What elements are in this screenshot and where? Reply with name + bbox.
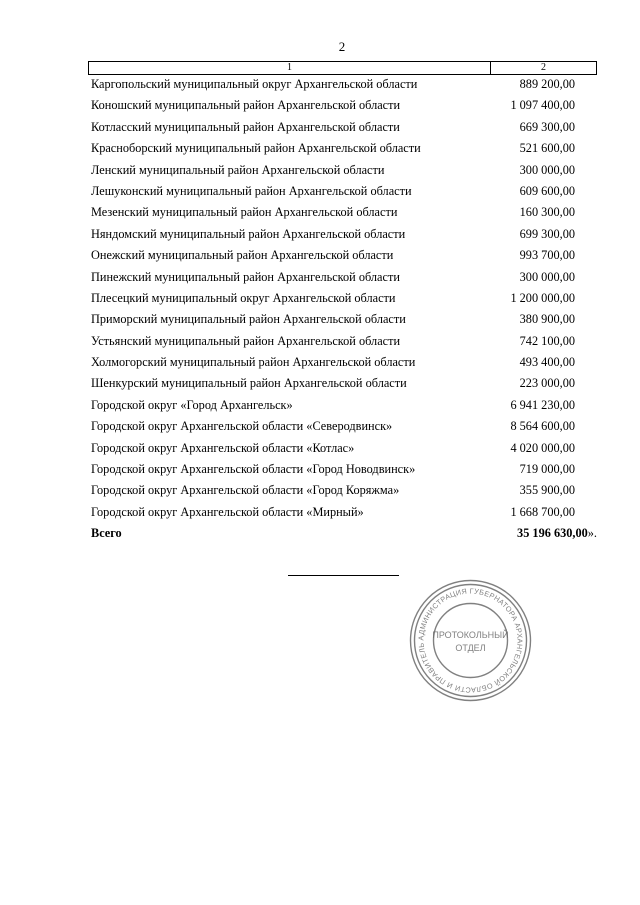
amount-value: 993 700,00 bbox=[519, 248, 575, 263]
stamp-seal-icon bbox=[408, 578, 533, 703]
municipality-name: Холмогорский муниципальный район Архангельской области bbox=[91, 355, 416, 370]
table-row bbox=[88, 503, 597, 524]
amount-value: 699 300,00 bbox=[519, 226, 575, 241]
amount-value: 355 900,00 bbox=[519, 483, 575, 498]
signature-line bbox=[288, 575, 399, 576]
amount-value: 889 200,00 bbox=[519, 77, 575, 91]
municipality-name: Пинежский муниципальный район Архангельской области bbox=[91, 269, 400, 284]
municipality-name: Городской округ Архангельской области «Город Новодвинск» bbox=[91, 462, 416, 477]
table-row bbox=[88, 75, 597, 96]
amount-value: 719 000,00 bbox=[519, 462, 575, 477]
table-row bbox=[88, 481, 597, 502]
total-value: 35 196 630,00 bbox=[517, 526, 588, 541]
amount-value: 380 900,00 bbox=[519, 312, 575, 327]
table-row bbox=[88, 161, 597, 182]
table-row bbox=[88, 310, 597, 331]
table-row bbox=[88, 374, 597, 395]
column-header-1: 1 bbox=[89, 62, 491, 74]
municipality-name: Городской округ Архангельской области «Котлас» bbox=[91, 440, 355, 455]
municipality-name: Городской округ Архангельской области «Мирный» bbox=[91, 504, 364, 519]
municipality-name: Городской округ Архангельской области «Северодвинск» bbox=[91, 419, 393, 434]
table-row bbox=[88, 396, 597, 417]
table-row bbox=[88, 225, 597, 246]
municipality-name: Городской округ Архангельской области «Город Коряжма» bbox=[91, 483, 400, 498]
amount-value: 742 100,00 bbox=[519, 333, 575, 348]
municipality-name: Мезенский муниципальный район Архангельской области bbox=[91, 205, 398, 220]
municipality-name: Коношский муниципальный район Архангельской области bbox=[91, 98, 401, 113]
amount-value: 609 600,00 bbox=[519, 183, 575, 198]
amount-value: 8 564 600,00 bbox=[510, 419, 575, 434]
municipality-name: Лешуконский муниципальный район Архангельской области bbox=[91, 183, 412, 198]
closing-quote-suffix: ». bbox=[587, 526, 597, 541]
municipality-name: Приморский муниципальный район Архангельской области bbox=[91, 312, 406, 327]
amount-value: 521 600,00 bbox=[519, 141, 575, 156]
stamp-center-line-2: ОТДЕЛ bbox=[455, 643, 486, 653]
municipality-name: Плесецкий муниципальный округ Архангельской области bbox=[91, 290, 396, 305]
table-row bbox=[88, 118, 597, 139]
amount-value: 1 668 700,00 bbox=[510, 504, 575, 519]
table-row bbox=[88, 96, 597, 117]
stamp-center-line-1: ПРОТОКОЛЬНЫЙ bbox=[432, 630, 509, 640]
amount-value: 493 400,00 bbox=[519, 355, 575, 370]
table-row bbox=[88, 139, 597, 160]
protocol-department-stamp bbox=[408, 578, 533, 703]
stamp-ring-text: АДМИНИСТРАЦИЯ ГУБЕРНАТОРА АРХАНГЕЛЬСКОЙ ОБЛАСТИ И ПРАВИТЕЛЬ bbox=[416, 586, 525, 695]
amount-value: 1 200 000,00 bbox=[510, 290, 575, 305]
table-row bbox=[88, 268, 597, 289]
municipality-name: Котласский муниципальный район Архангельской области bbox=[91, 119, 400, 134]
amount-value: 300 000,00 bbox=[519, 269, 575, 284]
table-row bbox=[88, 460, 597, 481]
municipality-name: Каргопольский муниципальный округ Архангельской области bbox=[91, 77, 418, 91]
municipality-name: Шенкурский муниципальный район Архангельской области bbox=[91, 376, 407, 391]
amount-value: 1 097 400,00 bbox=[510, 98, 575, 113]
column-header-2: 2 bbox=[541, 62, 546, 73]
total-label: Всего bbox=[91, 526, 122, 541]
table-row bbox=[88, 203, 597, 224]
table-row bbox=[88, 417, 597, 438]
municipality-name: Устьянский муниципальный район Архангельской области bbox=[91, 333, 401, 348]
table-row bbox=[88, 353, 597, 374]
amount-value: 160 300,00 bbox=[519, 205, 575, 220]
amount-value: 4 020 000,00 bbox=[510, 440, 575, 455]
total-row bbox=[88, 524, 597, 545]
amount-value: 669 300,00 bbox=[519, 119, 575, 134]
municipality-name: Няндомский муниципальный район Архангельской области bbox=[91, 226, 406, 241]
table-row bbox=[88, 332, 597, 353]
table-row bbox=[88, 289, 597, 310]
total-value-cell bbox=[494, 524, 597, 545]
amount-value: 6 941 230,00 bbox=[510, 397, 575, 412]
table-header-row bbox=[88, 61, 597, 75]
allocation-table bbox=[88, 61, 597, 546]
amount-value: 300 000,00 bbox=[519, 162, 575, 177]
table-row bbox=[88, 439, 597, 460]
municipality-name: Онежский муниципальный район Архангельской области bbox=[91, 248, 394, 263]
municipality-name: Городской округ «Город Архангельск» bbox=[91, 397, 293, 412]
municipality-name: Ленский муниципальный район Архангельской области bbox=[91, 162, 385, 177]
municipality-name: Красноборский муниципальный район Архангельской области bbox=[91, 141, 421, 156]
table-body bbox=[88, 75, 597, 546]
page-number: 2 bbox=[338, 39, 346, 54]
table-row bbox=[88, 246, 597, 267]
amount-value: 223 000,00 bbox=[519, 376, 575, 391]
table-row bbox=[88, 182, 597, 203]
